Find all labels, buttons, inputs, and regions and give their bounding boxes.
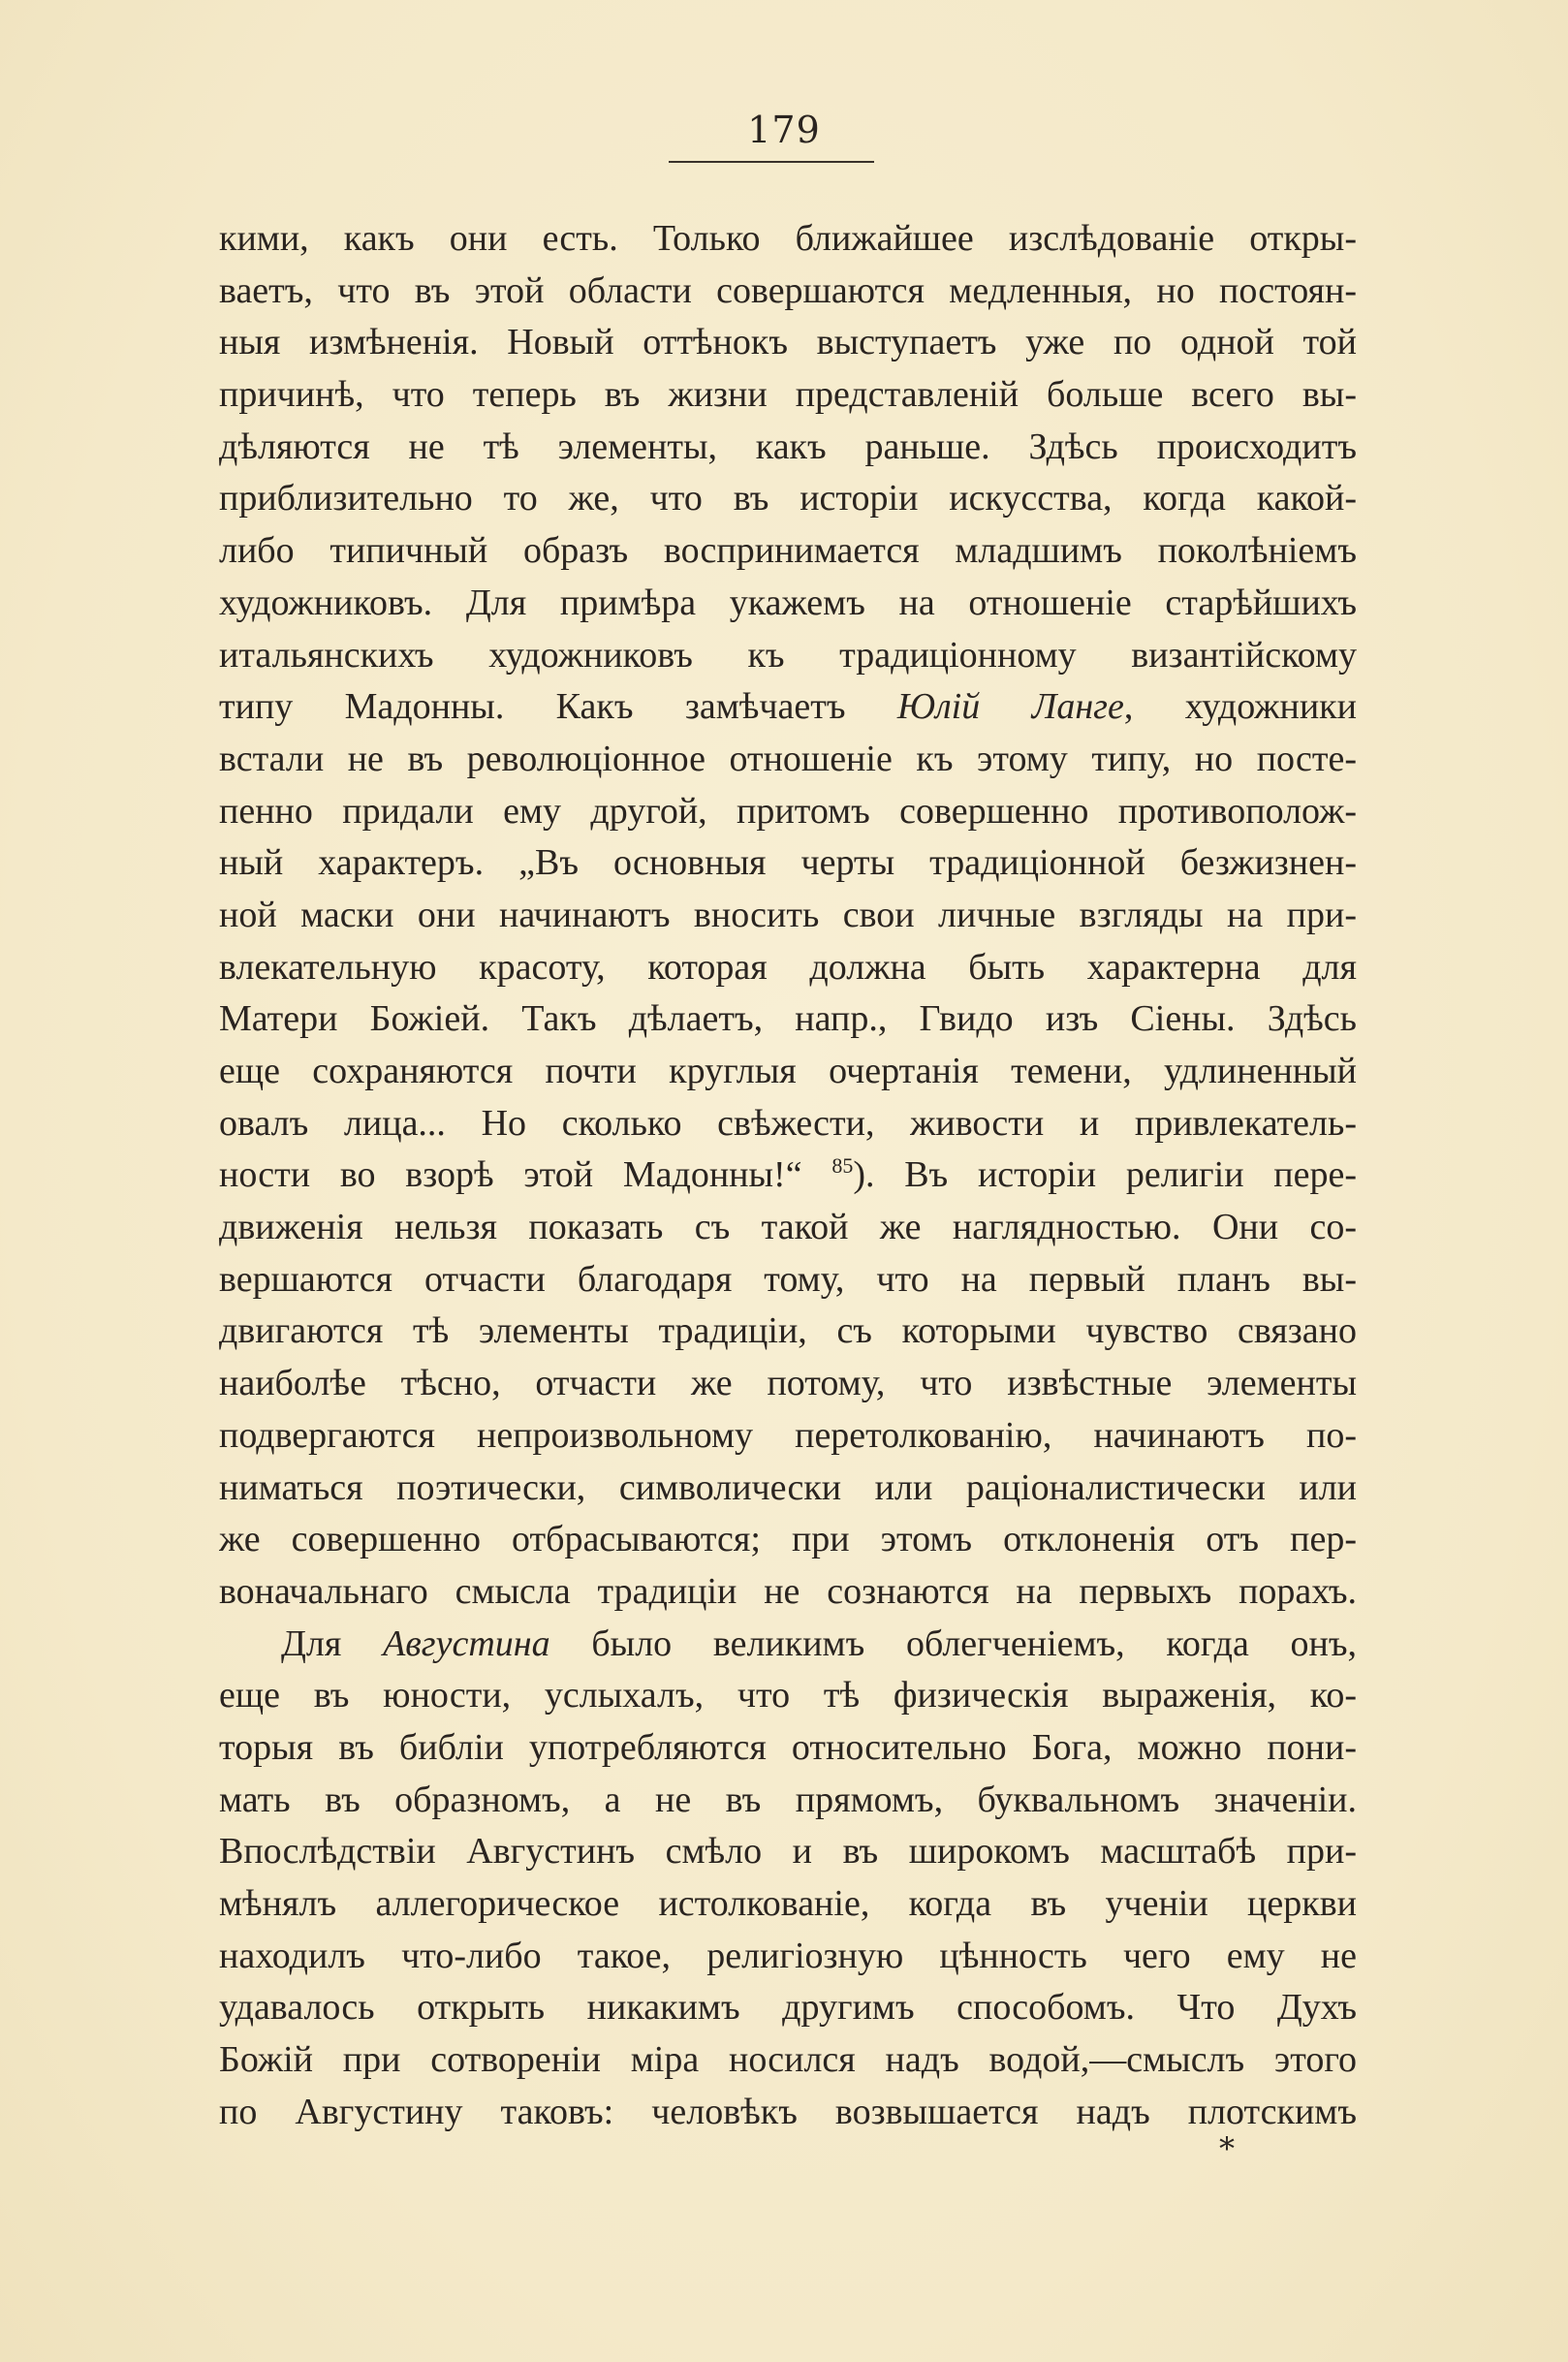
text-line: причинѣ, что теперь въ жизни представленій больше всего вы- (219, 374, 1357, 416)
text-line: кими, какъ они есть. Только ближайшее изслѣдованіе откры- (219, 218, 1357, 259)
header-rule (669, 161, 874, 163)
body-text (219, 213, 1357, 2138)
text-line: дѣляются не тѣ элементы, какъ раньше. Здѣсь происходитъ (219, 425, 1357, 467)
text-line: итальянскихъ художниковъ къ традиціонному византійскому (219, 634, 1357, 676)
text-line: ныя измѣненія. Новый оттѣнокъ выступаетъ уже по одной той (219, 322, 1357, 363)
text-line: мать въ образномъ, а не въ прямомъ, буквальномъ значеніи. (219, 1779, 1357, 1820)
text-line: ной маски они начинаютъ вносить свои личные взгляды на при- (219, 894, 1357, 935)
text-line: удавалось открыть никакимъ другимъ способомъ. Что Духъ (219, 1987, 1357, 2029)
text-segment: ). Въ исторіи религіи пере- (853, 1154, 1357, 1196)
text-line: Матери Божіей. Такъ дѣлаетъ, напр., Гвидо изъ Сіены. Здѣсь (219, 998, 1357, 1040)
text-line: по Августину таковъ: человѣкъ возвышается надъ плотскимъ (219, 2091, 1357, 2132)
text-line: влекательную красоту, которая должна быть характерна для (219, 946, 1357, 988)
text-line: находилъ что-либо такое, религіозную цѣнность чего ему не (219, 1935, 1357, 1976)
text-line: еще въ юности, услыхалъ, что тѣ физическія выраженія, ко- (219, 1675, 1357, 1716)
text-line: еще сохраняются почти круглыя очертанія темени, удлиненный (219, 1051, 1357, 1091)
signature-mark: * (1219, 2130, 1235, 2167)
text-line (219, 1619, 1357, 1671)
text-line: двигаются тѣ элементы традиціи, съ которыми чувство связано (219, 1310, 1357, 1352)
page-number: 179 (747, 109, 821, 151)
text-line: ниматься поэтически, символически или раціоналистически или (219, 1466, 1357, 1508)
footnote-ref: 85 (831, 1153, 854, 1179)
text-line: Божій при сотвореніи міра носился надъ водой,—смыслъ этого (219, 2039, 1357, 2081)
text-line: либо типичный образъ воспринимается младшимъ поколѣніемъ (219, 530, 1357, 572)
text-line: приблизительно то же, что въ исторіи искусства, когда какой- (219, 478, 1357, 520)
text-segment: типу Мадонны. Какъ замѣчаетъ (219, 686, 897, 728)
text-line: вершаются отчасти благодаря тому, что на первый планъ вы- (219, 1258, 1357, 1300)
text-line: подвергаются непроизвольному перетолкованію, начинаютъ по- (219, 1414, 1357, 1456)
text-line (219, 681, 1357, 734)
text-line: наиболѣе тѣсно, отчасти же потому, что извѣстные элементы (219, 1363, 1357, 1404)
text-line: овалъ лица... Но сколько свѣжести, живости и привлекатель- (219, 1102, 1357, 1144)
text-segment: ности во взорѣ этой Мадонны!“ (219, 1154, 832, 1196)
author-name-lange: Юлій Ланге (896, 686, 1124, 728)
text-line: встали не въ революціонное отношеніе къ этому типу, но посте- (219, 738, 1357, 779)
text-line: художниковъ. Для примѣра укажемъ на отношеніе старѣйшихъ (219, 582, 1357, 623)
text-line: мѣнялъ аллегорическое истолкованіе, когда въ ученіи церкви (219, 1883, 1357, 1924)
author-name-augustine: Августина (383, 1622, 550, 1664)
text-line: ный характеръ. „Въ основныя черты традиціонной безжизнен- (219, 842, 1357, 884)
text-line: же совершенно отбрасываются; при этомъ отклоненія отъ пер- (219, 1519, 1357, 1560)
text-segment: , художники (1123, 686, 1357, 728)
text-line: ваетъ, что въ этой области совершаются медленныя, но постоян- (219, 269, 1357, 311)
text-line: торыя въ библіи употребляются относительно Бога, можно пони- (219, 1726, 1357, 1768)
text-segment: было великимъ облегченіемъ, когда онъ, (549, 1622, 1357, 1664)
text-segment: Для (281, 1622, 384, 1664)
text-line: пенно придали ему другой, притомъ совершенно противополож- (219, 790, 1357, 832)
text-line: Впослѣдствіи Августинъ смѣло и въ широкомъ масштабѣ при- (219, 1831, 1357, 1873)
text-line: движенія нельзя показать съ такой же наглядностью. Они со- (219, 1207, 1357, 1248)
text-line: воначальнаго смысла традиціи не сознаются на первыхъ порахъ. (219, 1570, 1357, 1612)
text-line (219, 1150, 1357, 1202)
